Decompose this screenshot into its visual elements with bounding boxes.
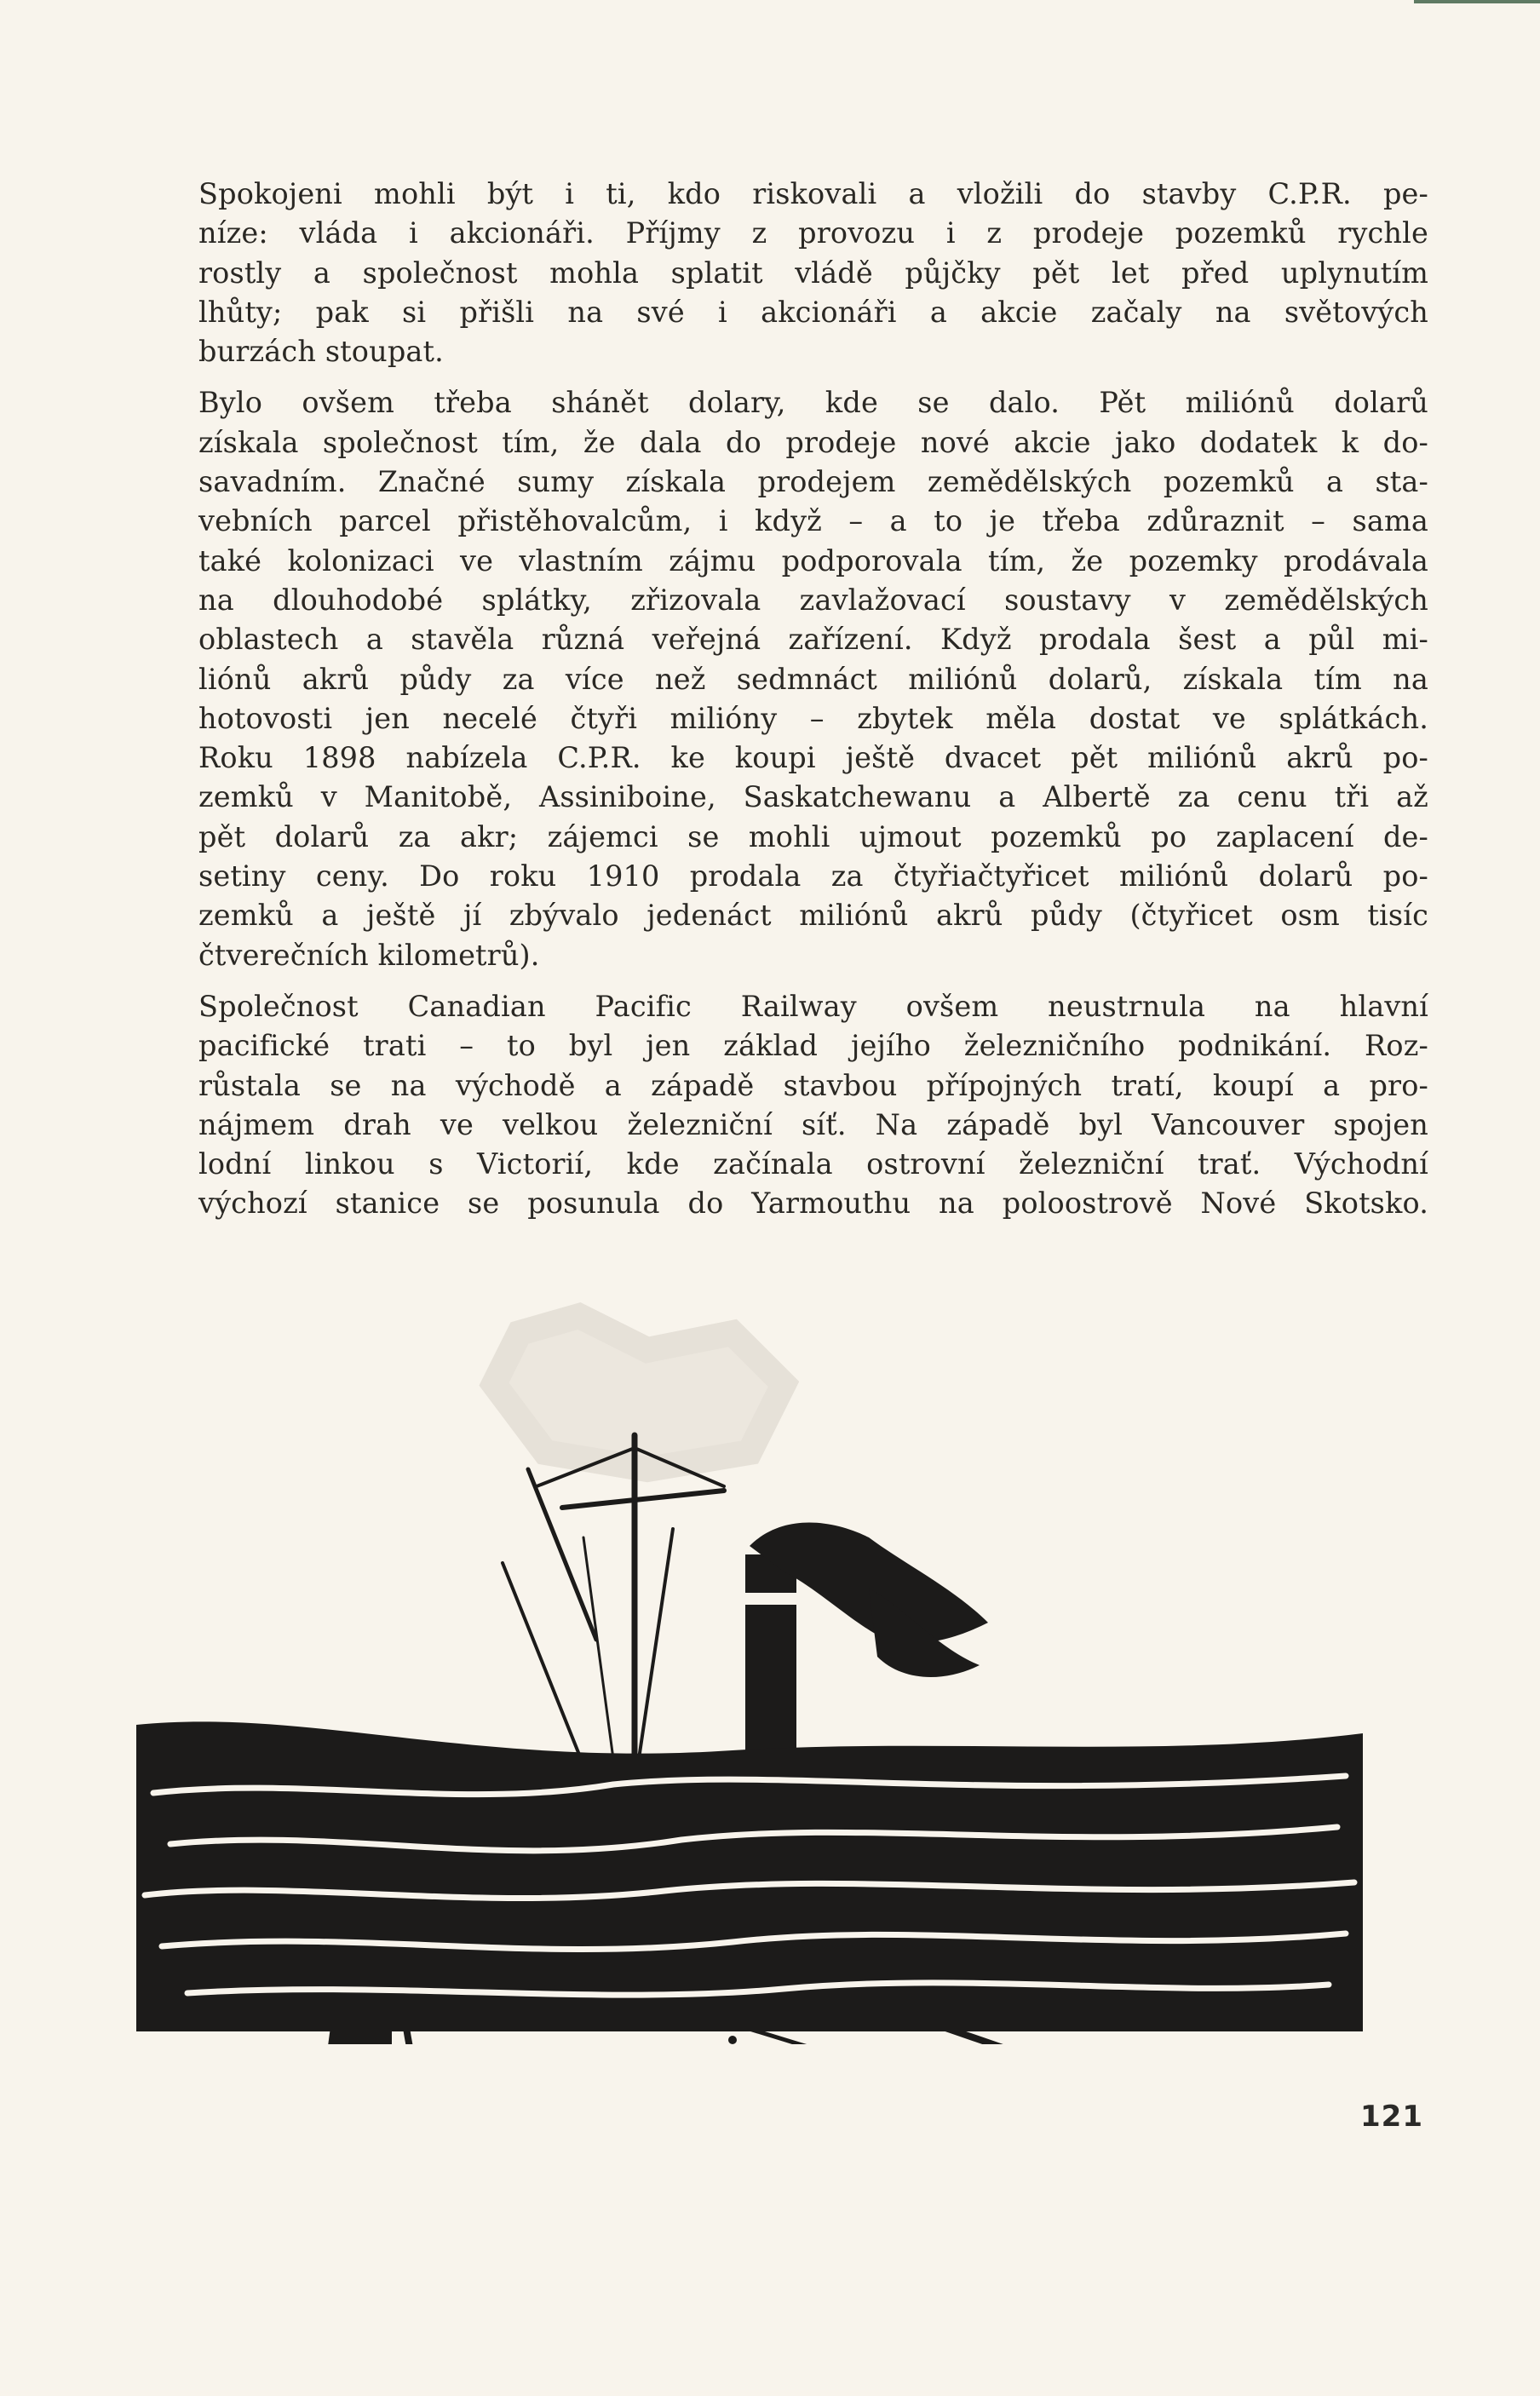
text-line: liónů akrů půdy za více než sedmnáct miliónů dolarů, získala tím na <box>198 662 1428 696</box>
text-line: Roku 1898 nabízela C.P.R. ke koupi ještě dvacet pět miliónů akrů po- <box>198 741 1428 775</box>
paragraph-1 <box>198 175 1428 371</box>
text-line: burzách stoupat. <box>198 335 444 369</box>
text-line: rostly a společnost mohla splatit vládě půjčky pět let před uplynutím <box>198 256 1428 290</box>
text-line: pět dolarů za akr; zájemci se mohli ujmout pozemků po zaplacení de- <box>198 819 1428 853</box>
text-line: získala společnost tím, že dala do prodeje nové akcie jako dodatek k do- <box>198 425 1428 459</box>
text-line: savadním. Značné sumy získala prodejem zemědělských pozemků a sta- <box>198 465 1428 499</box>
body-text <box>198 175 1428 1236</box>
page-edge-strip <box>1414 0 1540 3</box>
text-line: Spokojeni mohli být i ti, kdo riskovali a vložili do stavby C.P.R. pe- <box>198 177 1428 210</box>
text-line: oblastech a stavěla různá veřejná zařízení. Když prodala šest a půl mi- <box>198 623 1428 657</box>
ship-icon <box>136 1282 1363 2044</box>
text-line: Bylo ovšem třeba shánět dolary, kde se dalo. Pět miliónů dolarů <box>198 386 1428 420</box>
text-line: setiny ceny. Do roku 1910 prodala za čtyřiačtyřicet miliónů dolarů po- <box>198 859 1428 893</box>
text-line: nájmem drah ve velkou železniční síť. Na západě byl Vancouver spojen <box>198 1107 1428 1141</box>
paragraph-2 <box>198 383 1428 974</box>
text-line: na dlouhodobé splátky, zřizovala zavlažovací soustavy v zemědělských <box>198 583 1428 617</box>
text-line: lodní linkou s Victorií, kde začínala ostrovní železniční trať. Východní <box>198 1147 1428 1181</box>
text-line: lhůty; pak si přišli na své i akcionáři a akcie začaly na světových <box>198 295 1428 329</box>
text-line: zemků a ještě jí zbývalo jedenáct miliónů akrů půdy (čtyřicet osm tisíc <box>198 899 1428 933</box>
paragraph-3 <box>198 987 1428 1224</box>
page-number: 121 <box>1360 2100 1423 2134</box>
text-line: pacifické trati – to byl jen základ jejího železničního podnikání. Roz- <box>198 1029 1428 1063</box>
text-line: také kolonizaci ve vlastním zájmu podporovala tím, že pozemky prodávala <box>198 543 1428 577</box>
text-line: vebních parcel přistěhovalcům, i když – a to je třeba zdůraznit – sama <box>198 504 1428 538</box>
text-line: níze: vláda i akcionáři. Příjmy z provozu i z prodeje pozemků rychle <box>198 216 1428 250</box>
steamship-illustration <box>136 1282 1363 2044</box>
text-line: výchozí stanice se posunula do Yarmouthu na poloostrově Nové Skotsko. <box>198 1187 1428 1221</box>
text-line: hotovosti jen necelé čtyři milióny – zbytek měla dostat ve splátkách. <box>198 701 1428 735</box>
text-line: zemků v Manitobě, Assiniboine, Saskatchewanu a Albertě za cenu tři až <box>198 780 1428 814</box>
text-line: čtverečních kilometrů). <box>198 938 540 972</box>
text-line: Společnost Canadian Pacific Railway ovšem neustrnula na hlavní <box>198 989 1428 1023</box>
text-line: růstala se na východě a západě stavbou přípojných tratí, koupí a pro- <box>198 1068 1428 1102</box>
